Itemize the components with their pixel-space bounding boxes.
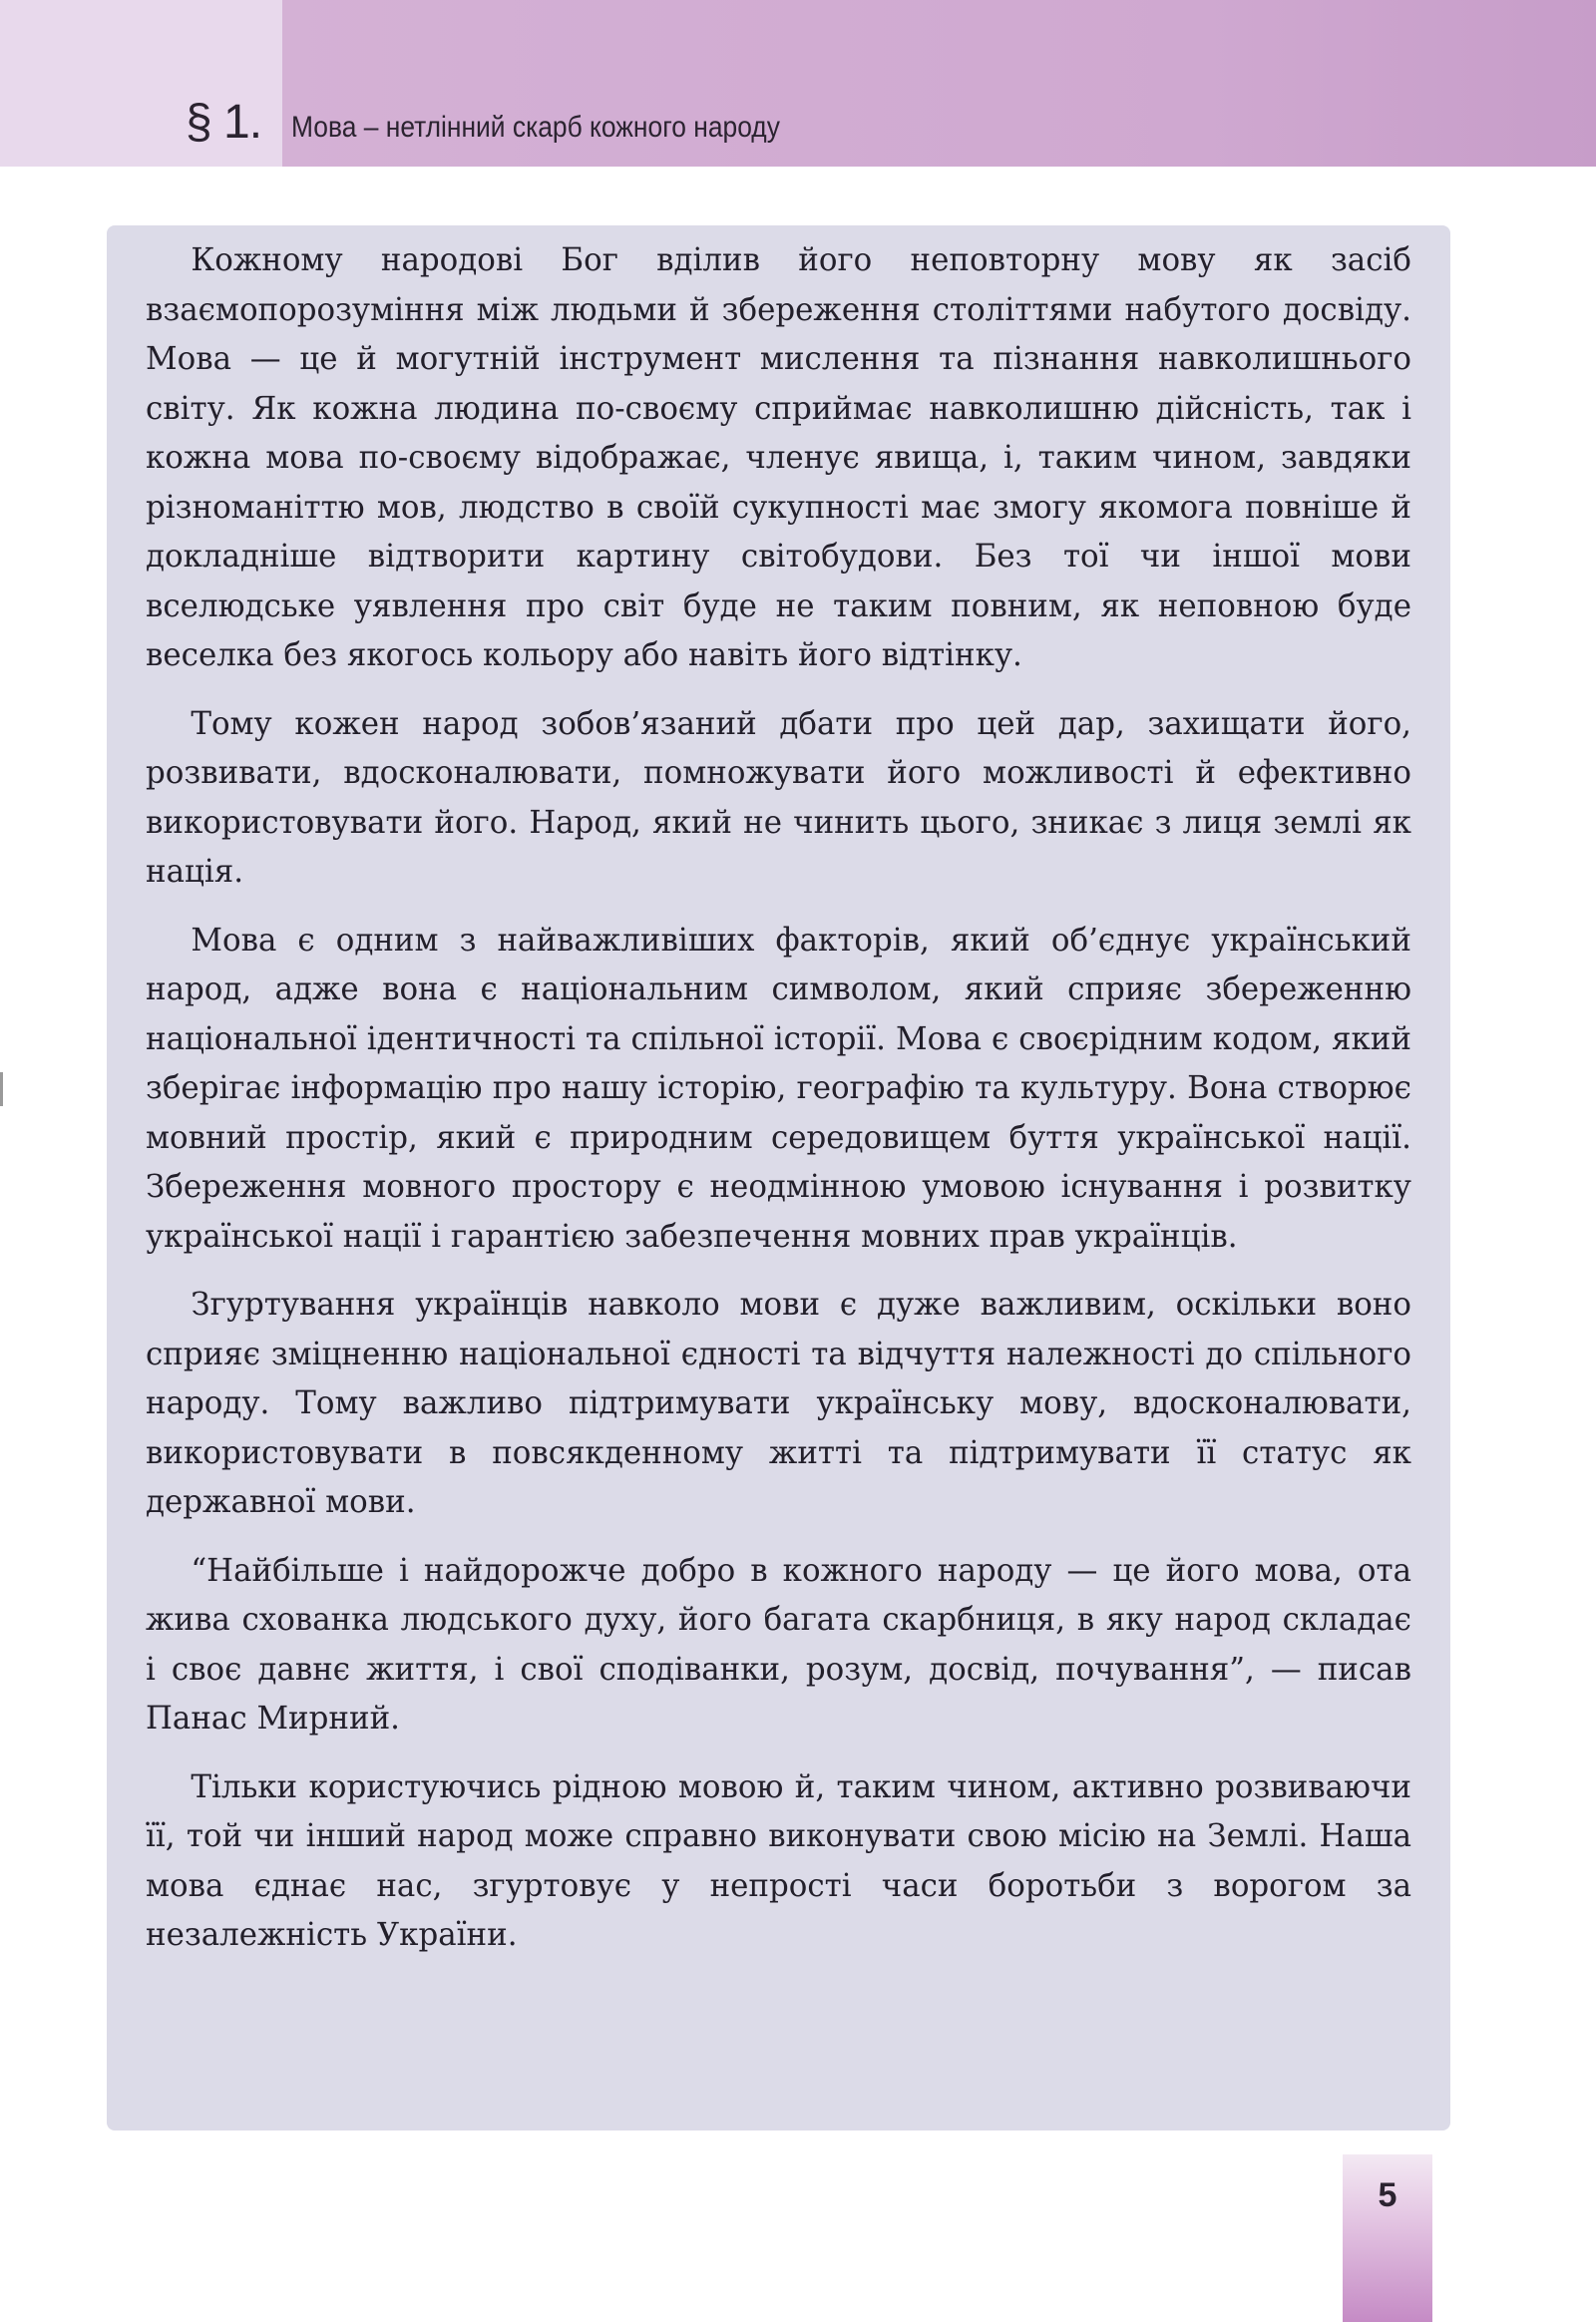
paragraph-2: Тому кожен народ зобов’язаний дбати про цей дар, захищати його, розвивати, вдосконалювати, помножувати його можливості й ефективно використовувати його. Народ, який не чинить цього, зникає з лиця землі як нація.	[146, 703, 1411, 890]
edge-mark	[0, 1072, 3, 1106]
paragraph-3: Мова є одним з найважливіших факторів, який об’єднує український народ, адже вона є національним символом, який сприяє збереженню національної ідентичності та спільної історії. Мова є своєрідним кодом, який зберігає інформацію про нашу історію, географію та культуру. Вона створює мовний простір, який є природним середовищем буття української нації. Збереження мовного простору є неодмінною умовою існування і розвитку української нації і гарантією забезпечення мовних прав українців.	[146, 920, 1411, 1255]
page-number: 5	[1378, 2176, 1397, 2214]
section-title: Мова – нетлінний скарб кожного народу	[291, 111, 780, 144]
section-number: § 1.	[186, 96, 262, 149]
paragraph-6: Тільки користуючись рідною мовою й, таким чином, активно розвиваючи її, той чи інший народ може справно виконувати свою місію на Землі. Наша мова єднає нас, згуртовує у непрості часи боротьби з ворогом за незалежність України.	[146, 1766, 1411, 1953]
paragraph-1: Кожному народові Бог вділив його неповторну мову як засіб взаємопорозуміння між людьми й збереження століттями набутого досвіду. Мова — це й могутній інструмент мислення та пізнання навколишнього світу. Як кожна людина по-своєму сприймає навколишню дійсність, так і кожна мова по-своєму відображає, членує явища, і, таким чином, завдяки різноманіттю мов, людство в своїй сукупності має змогу якомога повніше й докладніше відтворити картину світобудови. Без тої чи іншої мови вселюдське уявлення про світ буде не таким повним, як неповною буде веселка без якогось кольору або навіть його відтінку.	[146, 240, 1411, 673]
paragraph-4: Згуртування українців навколо мови є дуже важливим, оскільки воно сприяє зміцненню національної єдності та відчуття належності до спільного народу. Тому важливо підтримувати українську мову, вдосконалювати, використовувати в повсякденному житті та підтримувати її статус як державної мови.	[146, 1285, 1411, 1520]
paragraph-5: “Найбільше і найдорожче добро в кожного народу — це його мова, ота жива схованка людського духу, його багата скарбниця, в яку народ складає і своє давнє життя, і свої сподіванки, розум, досвід, почування”, — писав Панас Мирний.	[146, 1550, 1411, 1737]
paragraphs	[146, 235, 1411, 1960]
